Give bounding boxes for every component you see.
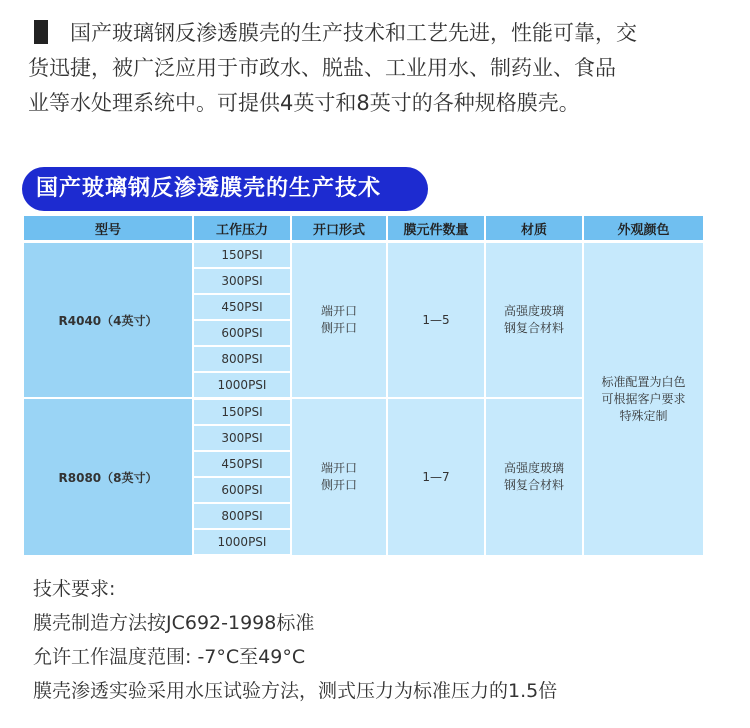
intro-paragraph — [28, 16, 728, 121]
table-header-cell: 膜元件数量 — [388, 216, 484, 240]
intro-line-2: 货迅捷，被广泛应用于市政水、脱盐、工业用水、制药业、食品 — [28, 56, 616, 80]
pressure-cell: 1000PSI — [194, 373, 290, 397]
pressure-cell: 600PSI — [194, 478, 290, 502]
tech-requirements — [33, 572, 557, 708]
material-cell: 高强度玻璃 钢复合材料 — [486, 399, 582, 555]
opening-cell: 端开口 侧开口 — [292, 243, 386, 397]
pressure-cell: 150PSI — [194, 243, 290, 267]
pressure-cell: 150PSI — [194, 400, 290, 424]
table-header-cell: 型号 — [24, 216, 192, 240]
tech-line-2: 允许工作温度范围: -7°C至49°C — [33, 646, 306, 668]
color-cell: 标准配置为白色 可根据客户要求 特殊定制 — [584, 243, 703, 555]
pressure-cell: 300PSI — [194, 269, 290, 293]
model-cell: R8080（8英寸） — [24, 399, 192, 555]
section-banner: 国产玻璃钢反渗透膜壳的生产技术 — [22, 167, 428, 211]
opening-cell: 端开口 侧开口 — [292, 399, 386, 555]
tech-title: 技术要求: — [33, 578, 116, 600]
pressure-cell: 300PSI — [194, 426, 290, 450]
intro-line-3: 业等水处理系统中。可提供4英寸和8英寸的各种规格膜壳。 — [28, 91, 580, 115]
table-header-cell: 工作压力 — [194, 216, 290, 240]
model-cell: R4040（4英寸） — [24, 243, 192, 397]
intro-line-1: 国产玻璃钢反渗透膜壳的生产技术和工艺先进，性能可靠，交 — [28, 16, 728, 51]
pressure-cell: 450PSI — [194, 452, 290, 476]
element-count-cell: 1—5 — [388, 243, 484, 397]
table-header-cell: 开口形式 — [292, 216, 386, 240]
pressure-cell: 450PSI — [194, 295, 290, 319]
material-cell: 高强度玻璃 钢复合材料 — [486, 243, 582, 397]
pressure-cell: 800PSI — [194, 504, 290, 528]
tech-line-1: 膜壳制造方法按JC692-1998标准 — [33, 612, 315, 634]
element-count-cell: 1—7 — [388, 399, 484, 555]
table-header-cell: 材质 — [486, 216, 582, 240]
pressure-cell: 600PSI — [194, 321, 290, 345]
tech-line-3: 膜壳渗透实验采用水压试验方法，测式压力为标准压力的1.5倍 — [33, 680, 558, 702]
table-header-cell: 外观颜色 — [584, 216, 703, 240]
spec-table — [23, 215, 704, 560]
bullet-bar-icon — [34, 20, 48, 44]
pressure-cell: 800PSI — [194, 347, 290, 371]
pressure-cell: 1000PSI — [194, 530, 290, 554]
